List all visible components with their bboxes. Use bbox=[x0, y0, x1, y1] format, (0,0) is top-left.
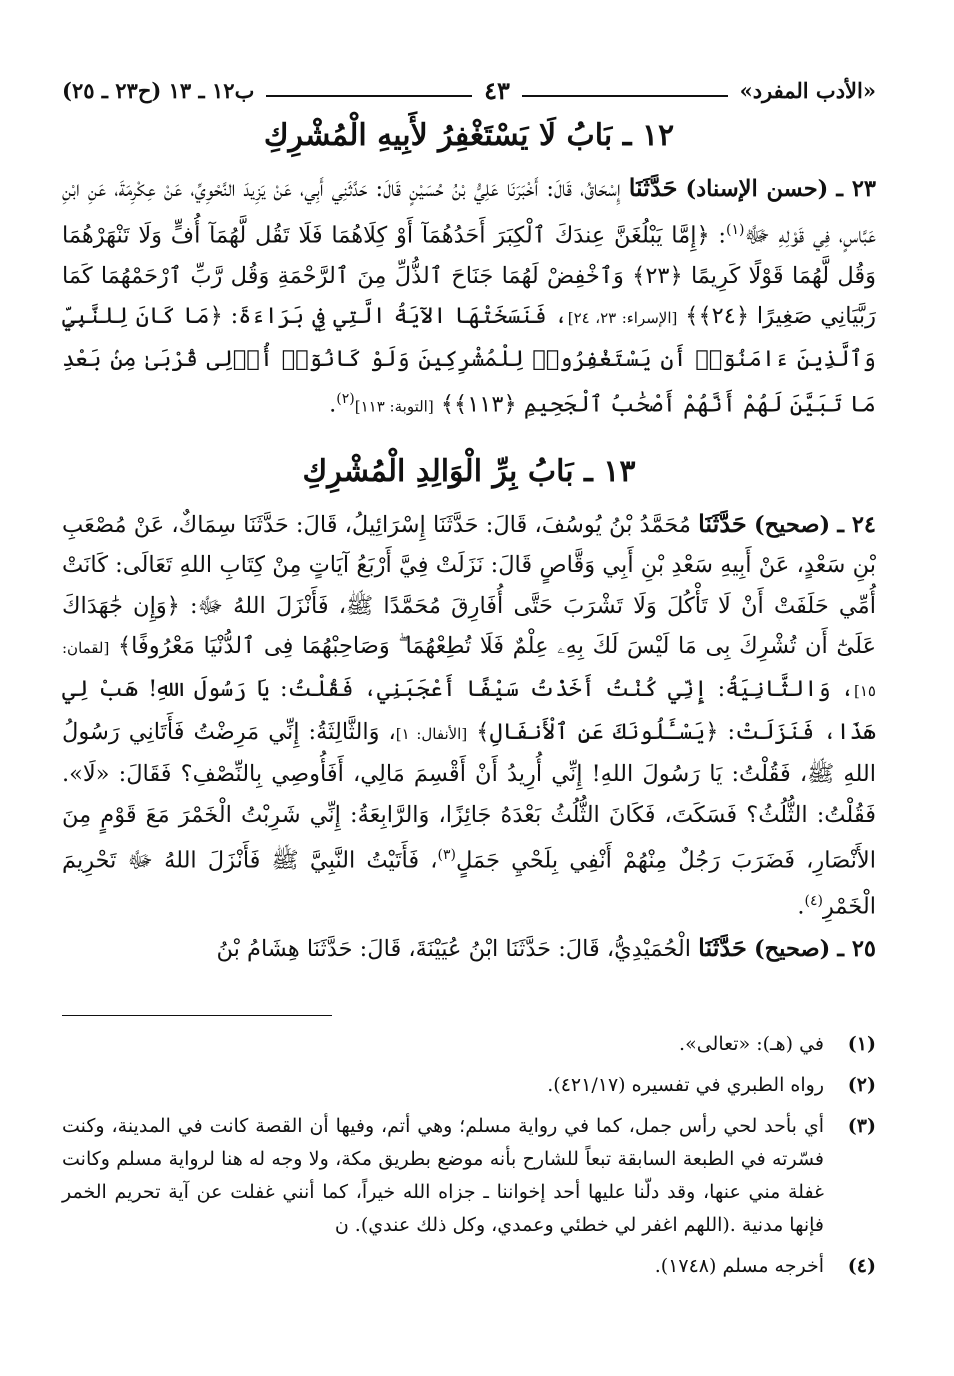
hadith-23-grade: (حسن الإسناد) bbox=[685, 176, 829, 202]
hadith-25 bbox=[62, 928, 876, 970]
hadith-24-end: . bbox=[797, 893, 805, 920]
quran-ref-anfal: [الأنفال: ١] bbox=[395, 724, 468, 743]
hadith-24 bbox=[62, 504, 876, 928]
header-rule-right bbox=[522, 95, 728, 97]
footnote-ref-2[interactable]: (٢) bbox=[336, 391, 355, 408]
hadith-23-text-2: : bbox=[709, 222, 726, 249]
hadith-24-haddathana: حَدَّثَنَا bbox=[698, 508, 747, 538]
quran-ref-luqman: [لقمان: ١٥] bbox=[62, 639, 876, 700]
hadith-range: ب١٢ ـ ١٣ (ح٢٣ ـ ٢٥) bbox=[62, 77, 255, 103]
hadith-23 bbox=[62, 168, 876, 428]
hadith-23-number: ٢٣ ـ bbox=[836, 176, 876, 202]
page-header bbox=[62, 74, 876, 106]
hadith-25-number: ٢٥ ـ bbox=[837, 935, 876, 962]
footnote-3 bbox=[62, 1110, 876, 1242]
footnote-number: (١) bbox=[847, 1033, 876, 1056]
hadith-24-text-2: ، وَالثَّانِيَةُ: إِنِّي كُنْتُ أَخَذْتُ سَيْفًا أَعْجَبَنِي، فَقُلْتُ: يَا رَسُولَ اللهِ! هَبْ لِي هَذَا، فَنَزَلَتْ: bbox=[62, 675, 876, 745]
hadith-24-grade: (صحيح) bbox=[753, 511, 831, 538]
footnote-number: (٢) bbox=[847, 1074, 876, 1097]
quran-verse-luqman: ﴿وَإِن جَٰهَدَاكَ عَلَىٰٓ أَن تُشْرِكَ بِى مَا لَيْسَ لَكَ بِهِۦ عِلْمٌ فَلَا تُطِعْهُمَا ۖ وَصَاحِبْهُمَا فِى ٱلدُّنْيَا مَعْرُوفًا﴾ bbox=[62, 592, 876, 660]
footnote-4 bbox=[62, 1250, 876, 1283]
quran-ref-isra: [الإسراء: ٢٣، ٢٤] bbox=[567, 309, 678, 328]
footnote-ref-1[interactable]: (١) bbox=[725, 221, 745, 238]
hadith-23-end: . bbox=[329, 391, 337, 418]
quran-verse-anfal: ﴿يَسْـَٔلُونَكَ عَنِ ٱلْأَنفَالِ﴾ bbox=[476, 718, 719, 745]
footnote-text: أخرجه مسلم (١٧٤٨). bbox=[654, 1255, 824, 1278]
hadith-24-number: ٢٤ ـ bbox=[837, 511, 876, 538]
hadith-23-haddathana: حَدَّثَنَا bbox=[628, 173, 678, 202]
footnote-text: في (هـ): «تعالى». bbox=[679, 1033, 824, 1056]
page-number: ٤٣ bbox=[484, 75, 510, 105]
hadith-25-haddathana: حَدَّثَنَا bbox=[698, 932, 747, 962]
footnote-ref-3[interactable]: (٣) bbox=[437, 847, 457, 864]
hadith-24-text-3: ، وَالثَّالِثَةُ: إِنِّي مَرِضْتُ فَأَتَانِي رَسُولُ اللهِ ﷺ، فَقُلْتُ: يَا رَسُولَ اللهِ! إِنِّي أُرِيدُ أَنْ أَقْسِمَ مَالِي، أَفَأُوصِي بِالنِّصْفِ؟ فَقَالَ: «لَا». فَقُلْتُ: الثُّلُثُ؟ فَسَكَتَ، فَكَانَ الثُّلُثُ بَعْدَهُ جَائِزًا، وَالرَّابِعَةُ: إِنِّي شَرِبْتُ الْخَمْرَ مَعَ قَوْمٍ مِنَ الأَنْصَارِ، فَضَرَبَ رَجُلٌ مِنْهُمْ أَنْفِي بِلَحْيِ جَمَلٍ bbox=[62, 718, 877, 874]
footnote-text: رواه الطبري في تفسيره (٤٢١/١٧). bbox=[547, 1074, 824, 1097]
quran-verse-tawba: ﴿مَا كَانَ لِلنَّبِيِّ وَٱلَّذِينَ ءَامَنُوٓا۟ أَن يَسْتَغْفِرُوا۟ لِلْمُشْرِكِينَ وَلَوْ كَانُوٓا۟ أُو۟لِى قُرْبَىٰ مِنۢ بَعْدِ مَا تَبَيَّنَ لَهُمْ أَنَّهُمْ أَصْحَٰبُ ٱلْجَحِيمِ ﴿١١٣﴾﴾ bbox=[62, 303, 876, 418]
hadith-23-text-1: إِسْحَاقُ، قَالَ: أَخْبَرَنَا عَلِيُّ بْنُ حُسَيْنٍ قَالَ: حَدَّثَنِي أَبِي، عَنْ يَزِيدَ النَّحْوِيِّ، عَنْ عِكْرِمَةَ، عَنِ ابْنِ عَبَّاسٍ، فِي قَوْلِهِ ﷻ bbox=[62, 176, 876, 249]
footnote-number: (٤) bbox=[847, 1255, 876, 1278]
hadith-24-text-1: مُحَمَّدُ بْنُ يُوسُفَ، قَالَ: حَدَّثَنَا إِسْرَائِيلُ، قَالَ: حَدَّثَنَا سِمَاكٌ، عَنْ مُصْعَبِ بْنِ سَعْدٍ، عَنْ أَبِيهِ سَعْدِ بْنِ أَبِي وَقَّاصٍ قَالَ: نَزَلَتْ فِيَّ أَرْبَعُ آيَاتٍ مِنْ كِتَابِ اللهِ تَعَالَى: كَانَتْ أُمِّي حَلَفَتْ أَنْ لَا تَأْكُلَ وَلَا تَشْرَبَ حَتَّى أُفَارِقَ مُحَمَّدًا ﷺ، فَأَنْزَلَ اللهُ ﷻ: bbox=[62, 511, 876, 619]
book-title: «الأدب المفرد» bbox=[739, 77, 876, 103]
footnote-divider bbox=[62, 1015, 332, 1016]
header-rule-left bbox=[266, 95, 472, 97]
footnotes bbox=[62, 1028, 876, 1283]
quran-ref-tawba: [التوبة: ١١٣] bbox=[354, 397, 434, 416]
footnote-2 bbox=[62, 1069, 876, 1102]
chapter-12-title: ١٢ ـ بَابُ لَا يَسْتَغْفِرُ لأَبِيهِ الْمُشْرِكِ bbox=[263, 118, 675, 153]
chapter-13-title: ١٣ ـ بَابُ بِرِّ الْوَالِدِ الْمُشْرِكِ bbox=[302, 453, 636, 489]
footnote-1 bbox=[62, 1028, 876, 1061]
footnote-ref-4[interactable]: (٤) bbox=[804, 893, 823, 910]
footnote-number: (٣) bbox=[847, 1115, 876, 1138]
hadith-24-text-4: ، فَأَتَيْتُ النَّبِيَّ ﷺ فَأَنْزَلَ اللهُ ﷻ تَحْرِيمَ الْخَمْرِ bbox=[62, 847, 876, 920]
footnote-text: أي بأحد لحي رأس جمل، كما في رواية مسلم؛ وهي أتم، وفيها أن القصة كانت في المدينة، وكنت فسّرته في الطبعة السابقة تبعاً للشارح بأنه موضع بطريق مكة، ولا وجه له هنا لرواية مسلم وكانت غفلة مني عنها، وقد دلّنا عليها أحد إخواننا ـ جزاه الله خيراً، كما أنني غفلت عن آية تحريم الخمر فإنها مدنية .(اللهم اغفر لي خطئي وعمدي، وكل ذلك عندي). ن bbox=[62, 1115, 824, 1237]
hadith-25-text-1: الْحُمَيْدِيُّ، قَالَ: حَدَّثَنَا ابْنُ عُيَيْنَةَ، قَالَ: حَدَّثَنَا هِشَامُ بْنُ bbox=[216, 935, 692, 962]
hadith-23-text-3: ، فَنَسَخَتْهَا الآيَةُ الَّتِي فِي بَرَاءَةَ: bbox=[222, 303, 568, 330]
quran-verse-isra: ﴿إِمَّا يَبْلُغَنَّ عِندَكَ ٱلْكِبَرَ أَحَدُهُمَآ أَوْ كِلَاهُمَا فَلَا تَقُل لَّهُمَآ أُفٍّ وَلَا تَنْهَرْهُمَا وَقُل لَّهُمَا قَوْلًا كَرِيمًا ﴿٢٣﴾ وَٱخْفِضْ لَهُمَا جَنَاحَ ٱلذُّلِّ مِنَ ٱلرَّحْمَةِ وَقُل رَّبِّ ٱرْحَمْهُمَا كَمَا رَبَّيَانِي صَغِيرًا ﴿٢٤﴾﴾ bbox=[62, 222, 876, 330]
hadith-25-grade: (صحيح) bbox=[754, 935, 831, 962]
